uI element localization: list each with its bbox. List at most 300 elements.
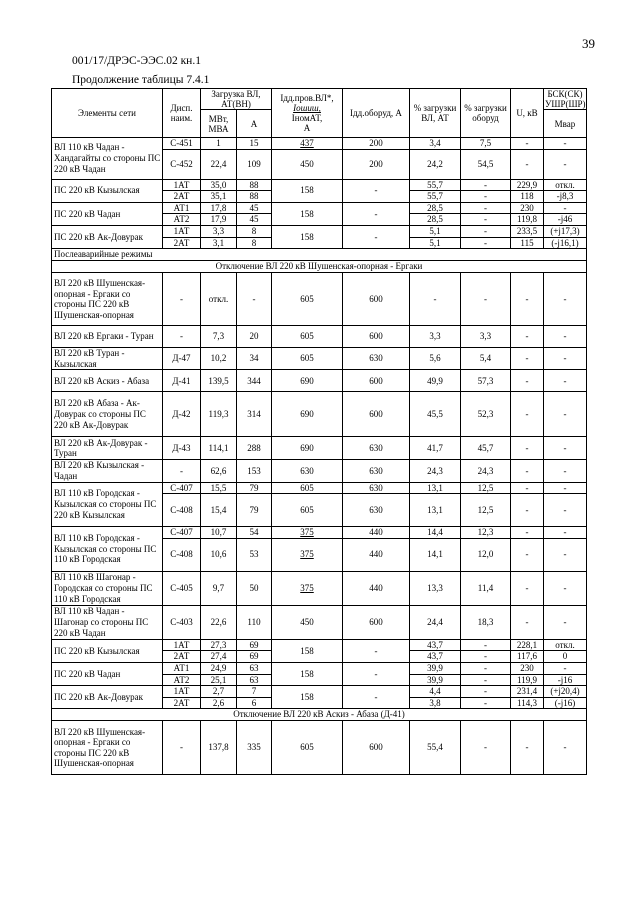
cell: - [544,348,587,370]
cell: - [544,482,587,494]
cell: - [511,326,544,348]
cell: 158 [272,202,343,225]
cell: - [461,273,511,326]
cell: 10,6 [201,538,237,571]
header-pct-vl: % загрузки ВЛ, АТ [410,89,461,138]
table-row [52,662,587,674]
row-element-name: ВЛ 110 кВ Чадан - Хандагайты со стороны ПС 220 кВ Чадан [52,138,163,180]
cell: 630 [343,437,410,460]
cell: 605 [272,494,343,527]
row-element-name: ПС 220 кВ Ак-Довурак [52,225,163,248]
cell: 18,3 [461,605,511,639]
cell: 45 [237,214,272,226]
cell: 12,3 [461,527,511,539]
cell: 62,6 [201,460,237,482]
header-mw: МВт, МВА [201,110,237,138]
cell: 158 [272,225,343,248]
cell: 5,4 [461,348,511,370]
cell: - [511,149,544,179]
cell: - [163,721,201,775]
cell: 230 [511,662,544,674]
subsection-title: Отключение ВЛ 220 кВ Аскиз - Абаза (Д-41) [52,709,587,721]
cell: 39,9 [410,674,461,686]
row-element-name: ВЛ 110 кВ Шагонар - Городская со стороны ПС 110 кВ Городская [52,571,163,605]
header-idd-prov-line2: Iошиш, [293,103,321,113]
cell: 2АТ [163,651,201,663]
cell: (+j20,4) [544,686,587,698]
page-number: 39 [582,36,595,51]
cell: 10,2 [201,348,237,370]
cell: 1АТ [163,686,201,698]
header-bsk: БСК(СК) УШР(ШР) [545,89,586,109]
cell: 25,1 [201,674,237,686]
cell: 375 [272,527,343,539]
cell: 114,3 [511,697,544,709]
cell: - [163,460,201,482]
cell: 3,8 [410,697,461,709]
cell: 49,9 [410,370,461,392]
header-disp: Дисп. наим. [163,89,201,138]
cell: 88 [237,179,272,191]
cell: - [544,527,587,539]
cell: 437 [272,138,343,150]
row-element-name: ВЛ 220 кВ Туран - Кызылская [52,348,163,370]
cell: Д-41 [163,370,201,392]
subsection-title: Отключение ВЛ 220 кВ Шушенская-опорная - Ергаки [52,261,587,273]
cell: - [461,214,511,226]
cell: С-451 [163,138,201,150]
cell: АТ1 [163,202,201,214]
cell: 79 [237,494,272,527]
header-amp: А [237,110,272,138]
cell: 117,6 [511,651,544,663]
cell: 79 [237,482,272,494]
section-title: Послеаварийные режимы [52,249,587,261]
cell: 27,4 [201,651,237,663]
cell: 110 [237,605,272,639]
cell: 13,1 [410,494,461,527]
cell: 57,3 [461,370,511,392]
cell: 600 [343,370,410,392]
cell: - [511,494,544,527]
cell: - [343,686,410,709]
cell: 139,5 [201,370,237,392]
cell: - [511,605,544,639]
cell: - [343,225,410,248]
cell: 200 [343,149,410,179]
cell: - [544,538,587,571]
row-element-name: ВЛ 220 кВ Кызылская - Чадан [52,460,163,482]
cell: (+j17,3) [544,225,587,237]
cell: 114,1 [201,437,237,460]
cell: 7,5 [461,138,511,150]
header-mvar: Мвар [544,110,587,138]
cell: - [461,639,511,651]
cell: 119,9 [511,674,544,686]
cell: 6 [237,697,272,709]
cell: 7,3 [201,326,237,348]
table-row [52,721,587,775]
cell: - [511,721,544,775]
cell: 109 [237,149,272,179]
cell: 55,7 [410,191,461,203]
cell: (-j16,1) [544,237,587,249]
cell: 45,7 [461,437,511,460]
cell: - [544,494,587,527]
row-element-name: ПС 220 кВ Кызылская [52,639,163,662]
cell: 43,7 [410,639,461,651]
section-row [52,249,587,261]
cell: (-j16) [544,697,587,709]
cell: - [461,686,511,698]
table-row [52,437,587,460]
cell: - [461,191,511,203]
cell: - [511,392,544,437]
cell: 24,9 [201,662,237,674]
cell: - [544,437,587,460]
cell: 20 [237,326,272,348]
cell: 600 [343,392,410,437]
cell: 52,3 [461,392,511,437]
cell: 2,6 [201,697,237,709]
cell: 1АТ [163,225,201,237]
cell: 233,5 [511,225,544,237]
cell: 9,7 [201,571,237,605]
cell: - [511,538,544,571]
cell: 450 [272,149,343,179]
cell: - [544,149,587,179]
table-row [52,326,587,348]
cell: 12,5 [461,494,511,527]
cell: 119,3 [201,392,237,437]
cell: 118 [511,191,544,203]
cell: 440 [343,538,410,571]
cell: 17,8 [201,202,237,214]
cell: - [511,571,544,605]
cell: 14,1 [410,538,461,571]
cell: - [237,273,272,326]
cell: 27,3 [201,639,237,651]
cell: 229,9 [511,179,544,191]
header-elements: Элементы сети [52,89,163,138]
cell: - [461,697,511,709]
cell: - [544,571,587,605]
cell: 690 [272,437,343,460]
table-row [52,179,587,191]
cell: АТ2 [163,214,201,226]
cell: - [410,273,461,326]
row-element-name: ВЛ 220 кВ Шушенская-опорная - Ергаки со стороны ПС 220 кВ Шушенская-опорная [52,721,163,775]
cell: 24,3 [410,460,461,482]
cell: 2АТ [163,697,201,709]
cell: - [544,662,587,674]
cell: -j16 [544,674,587,686]
cell: 35,0 [201,179,237,191]
header-pct-obor: % загрузки оборуд [461,89,511,138]
cell: 28,5 [410,214,461,226]
cell: 43,7 [410,651,461,663]
cell: - [544,605,587,639]
cell: 63 [237,662,272,674]
cell: 230 [511,202,544,214]
cell: - [511,437,544,460]
cell: 690 [272,392,343,437]
cell: 4,4 [410,686,461,698]
cell: 63 [237,674,272,686]
cell: 15,4 [201,494,237,527]
cell: 39,9 [410,662,461,674]
cell: 14,4 [410,527,461,539]
row-element-name: ВЛ 220 кВ Абаза - Ак-Довурак со стороны ПС 220 кВ Ак-Довурак [52,392,163,437]
cell: - [163,273,201,326]
cell: - [461,179,511,191]
cell: 2АТ [163,237,201,249]
cell: 200 [343,138,410,150]
cell: 600 [343,273,410,326]
cell: 55,4 [410,721,461,775]
cell: 35,1 [201,191,237,203]
cell: 375 [272,571,343,605]
table-row [52,370,587,392]
cell: 10,7 [201,527,237,539]
cell: 11,4 [461,571,511,605]
cell: 375 [272,538,343,571]
cell: 288 [237,437,272,460]
cell: 158 [272,639,343,662]
cell: 1АТ [163,179,201,191]
table-row [52,605,587,639]
cell: - [461,674,511,686]
cell: 5,1 [410,225,461,237]
row-element-name: ВЛ 110 кВ Городская - Кызылская со стороны ПС 220 кВ Кызылская [52,482,163,527]
cell: 630 [343,348,410,370]
cell: откл. [201,273,237,326]
cell: 45,5 [410,392,461,437]
table-row [52,571,587,605]
cell: 1АТ [163,639,201,651]
cell: 3,3 [461,326,511,348]
cell: 88 [237,191,272,203]
cell: 158 [272,179,343,202]
cell: 158 [272,662,343,685]
cell: 153 [237,460,272,482]
cell: 3,4 [410,138,461,150]
cell: 605 [272,348,343,370]
cell: 3,1 [201,237,237,249]
row-element-name: ПС 220 кВ Чадан [52,202,163,225]
cell: - [461,237,511,249]
cell: 450 [272,605,343,639]
cell: - [343,662,410,685]
header-idd-prov-line3: IномАТ, [291,113,323,123]
cell: Д-42 [163,392,201,437]
table-row [52,482,587,494]
cell: С-408 [163,538,201,571]
cell: - [544,326,587,348]
cell: 28,5 [410,202,461,214]
cell: - [544,138,587,150]
cell: 5,6 [410,348,461,370]
cell: 34 [237,348,272,370]
cell: С-452 [163,149,201,179]
cell: С-407 [163,527,201,539]
table-row [52,460,587,482]
cell: - [461,651,511,663]
cell: 7 [237,686,272,698]
cell: 158 [272,686,343,709]
cell: - [544,392,587,437]
table-row [52,686,587,698]
cell: С-405 [163,571,201,605]
document-code: 001/17/ДРЭС-ЭЭС.02 кн.1 [72,55,201,67]
cell: - [511,527,544,539]
cell: 13,3 [410,571,461,605]
header-idd-obor: Iдд.оборуд, А [343,89,410,138]
cell: 12,0 [461,538,511,571]
cell: - [511,460,544,482]
cell: 2,7 [201,686,237,698]
row-element-name: ВЛ 110 кВ Городская - Кызылская со стороны ПС 110 кВ Городская [52,527,163,572]
cell: - [544,460,587,482]
cell: - [461,721,511,775]
cell: 115 [511,237,544,249]
cell: - [544,721,587,775]
table-row [52,527,587,539]
subsection-row [52,709,587,721]
cell: 630 [343,494,410,527]
table-row [52,348,587,370]
cell: 440 [343,571,410,605]
cell: 600 [343,605,410,639]
cell: - [343,179,410,202]
cell: 605 [272,273,343,326]
cell: 15 [237,138,272,150]
row-element-name: ПС 220 кВ Кызылская [52,179,163,202]
row-element-name: ВЛ 220 кВ Ак-Довурак - Туран [52,437,163,460]
cell: 41,7 [410,437,461,460]
cell: 50 [237,571,272,605]
cell: 605 [272,721,343,775]
cell: - [544,273,587,326]
cell: - [511,482,544,494]
table-row [52,138,587,150]
cell: - [511,348,544,370]
cell: 22,4 [201,149,237,179]
cell: 1 [201,138,237,150]
cell: 3,3 [410,326,461,348]
cell: 0 [544,651,587,663]
cell: - [343,202,410,225]
cell: 8 [237,237,272,249]
cell: 22,6 [201,605,237,639]
cell: 630 [343,482,410,494]
load-table [51,88,587,775]
cell: 690 [272,370,343,392]
header-idd-prov-line1: Iдд.пров.ВЛ*, [280,93,334,103]
cell: 630 [272,460,343,482]
cell: - [511,273,544,326]
cell: С-403 [163,605,201,639]
cell: 54 [237,527,272,539]
cell: -j8,3 [544,191,587,203]
cell: 630 [343,460,410,482]
table-caption: Продолжение таблицы 7.4.1 [72,74,210,86]
cell: 24,2 [410,149,461,179]
table-row [52,392,587,437]
cell: 69 [237,651,272,663]
cell: 344 [237,370,272,392]
cell: 13,1 [410,482,461,494]
cell: 314 [237,392,272,437]
cell: 24,4 [410,605,461,639]
cell: - [343,639,410,662]
cell: 17,9 [201,214,237,226]
cell: - [461,662,511,674]
cell: АТ2 [163,674,201,686]
row-element-name: ВЛ 220 кВ Аскиз - Абаза [52,370,163,392]
cell: 605 [272,326,343,348]
cell: 12,5 [461,482,511,494]
cell: 119,8 [511,214,544,226]
cell: - [461,202,511,214]
table-row [52,639,587,651]
row-element-name: ПС 220 кВ Чадан [52,662,163,685]
cell: С-408 [163,494,201,527]
header-idd-prov-line4: А [303,123,311,133]
cell: 2АТ [163,191,201,203]
cell: - [511,370,544,392]
cell: 228,1 [511,639,544,651]
cell: - [163,326,201,348]
cell: 605 [272,482,343,494]
cell: Д-43 [163,437,201,460]
cell: - [511,138,544,150]
cell: 24,3 [461,460,511,482]
cell: 15,5 [201,482,237,494]
table-row [52,225,587,237]
table-row [52,273,587,326]
table-header-row [52,89,587,110]
cell: - [461,225,511,237]
cell: 69 [237,639,272,651]
cell: АТ1 [163,662,201,674]
header-idd-prov [272,89,343,138]
row-element-name: ВЛ 220 кВ Ергаки - Туран [52,326,163,348]
cell: - [544,202,587,214]
cell: откл. [544,639,587,651]
subsection-row [52,261,587,273]
row-element-name: ПС 220 кВ Ак-Довурак [52,686,163,709]
header-u: U, кВ [511,89,544,138]
cell: 137,8 [201,721,237,775]
cell: 45 [237,202,272,214]
cell: - [544,370,587,392]
header-load: Загрузка ВЛ, АТ(ВН) [201,89,272,110]
cell: 5,1 [410,237,461,249]
cell: откл. [544,179,587,191]
table-row [52,202,587,214]
cell: 440 [343,527,410,539]
row-element-name: ВЛ 110 кВ Чадан - Шагонар со стороны ПС 220 кВ Чадан [52,605,163,639]
cell: 54,5 [461,149,511,179]
cell: 53 [237,538,272,571]
cell: 55,7 [410,179,461,191]
cell: 231,4 [511,686,544,698]
cell: 600 [343,326,410,348]
cell: 335 [237,721,272,775]
cell: Д-47 [163,348,201,370]
cell: С-407 [163,482,201,494]
